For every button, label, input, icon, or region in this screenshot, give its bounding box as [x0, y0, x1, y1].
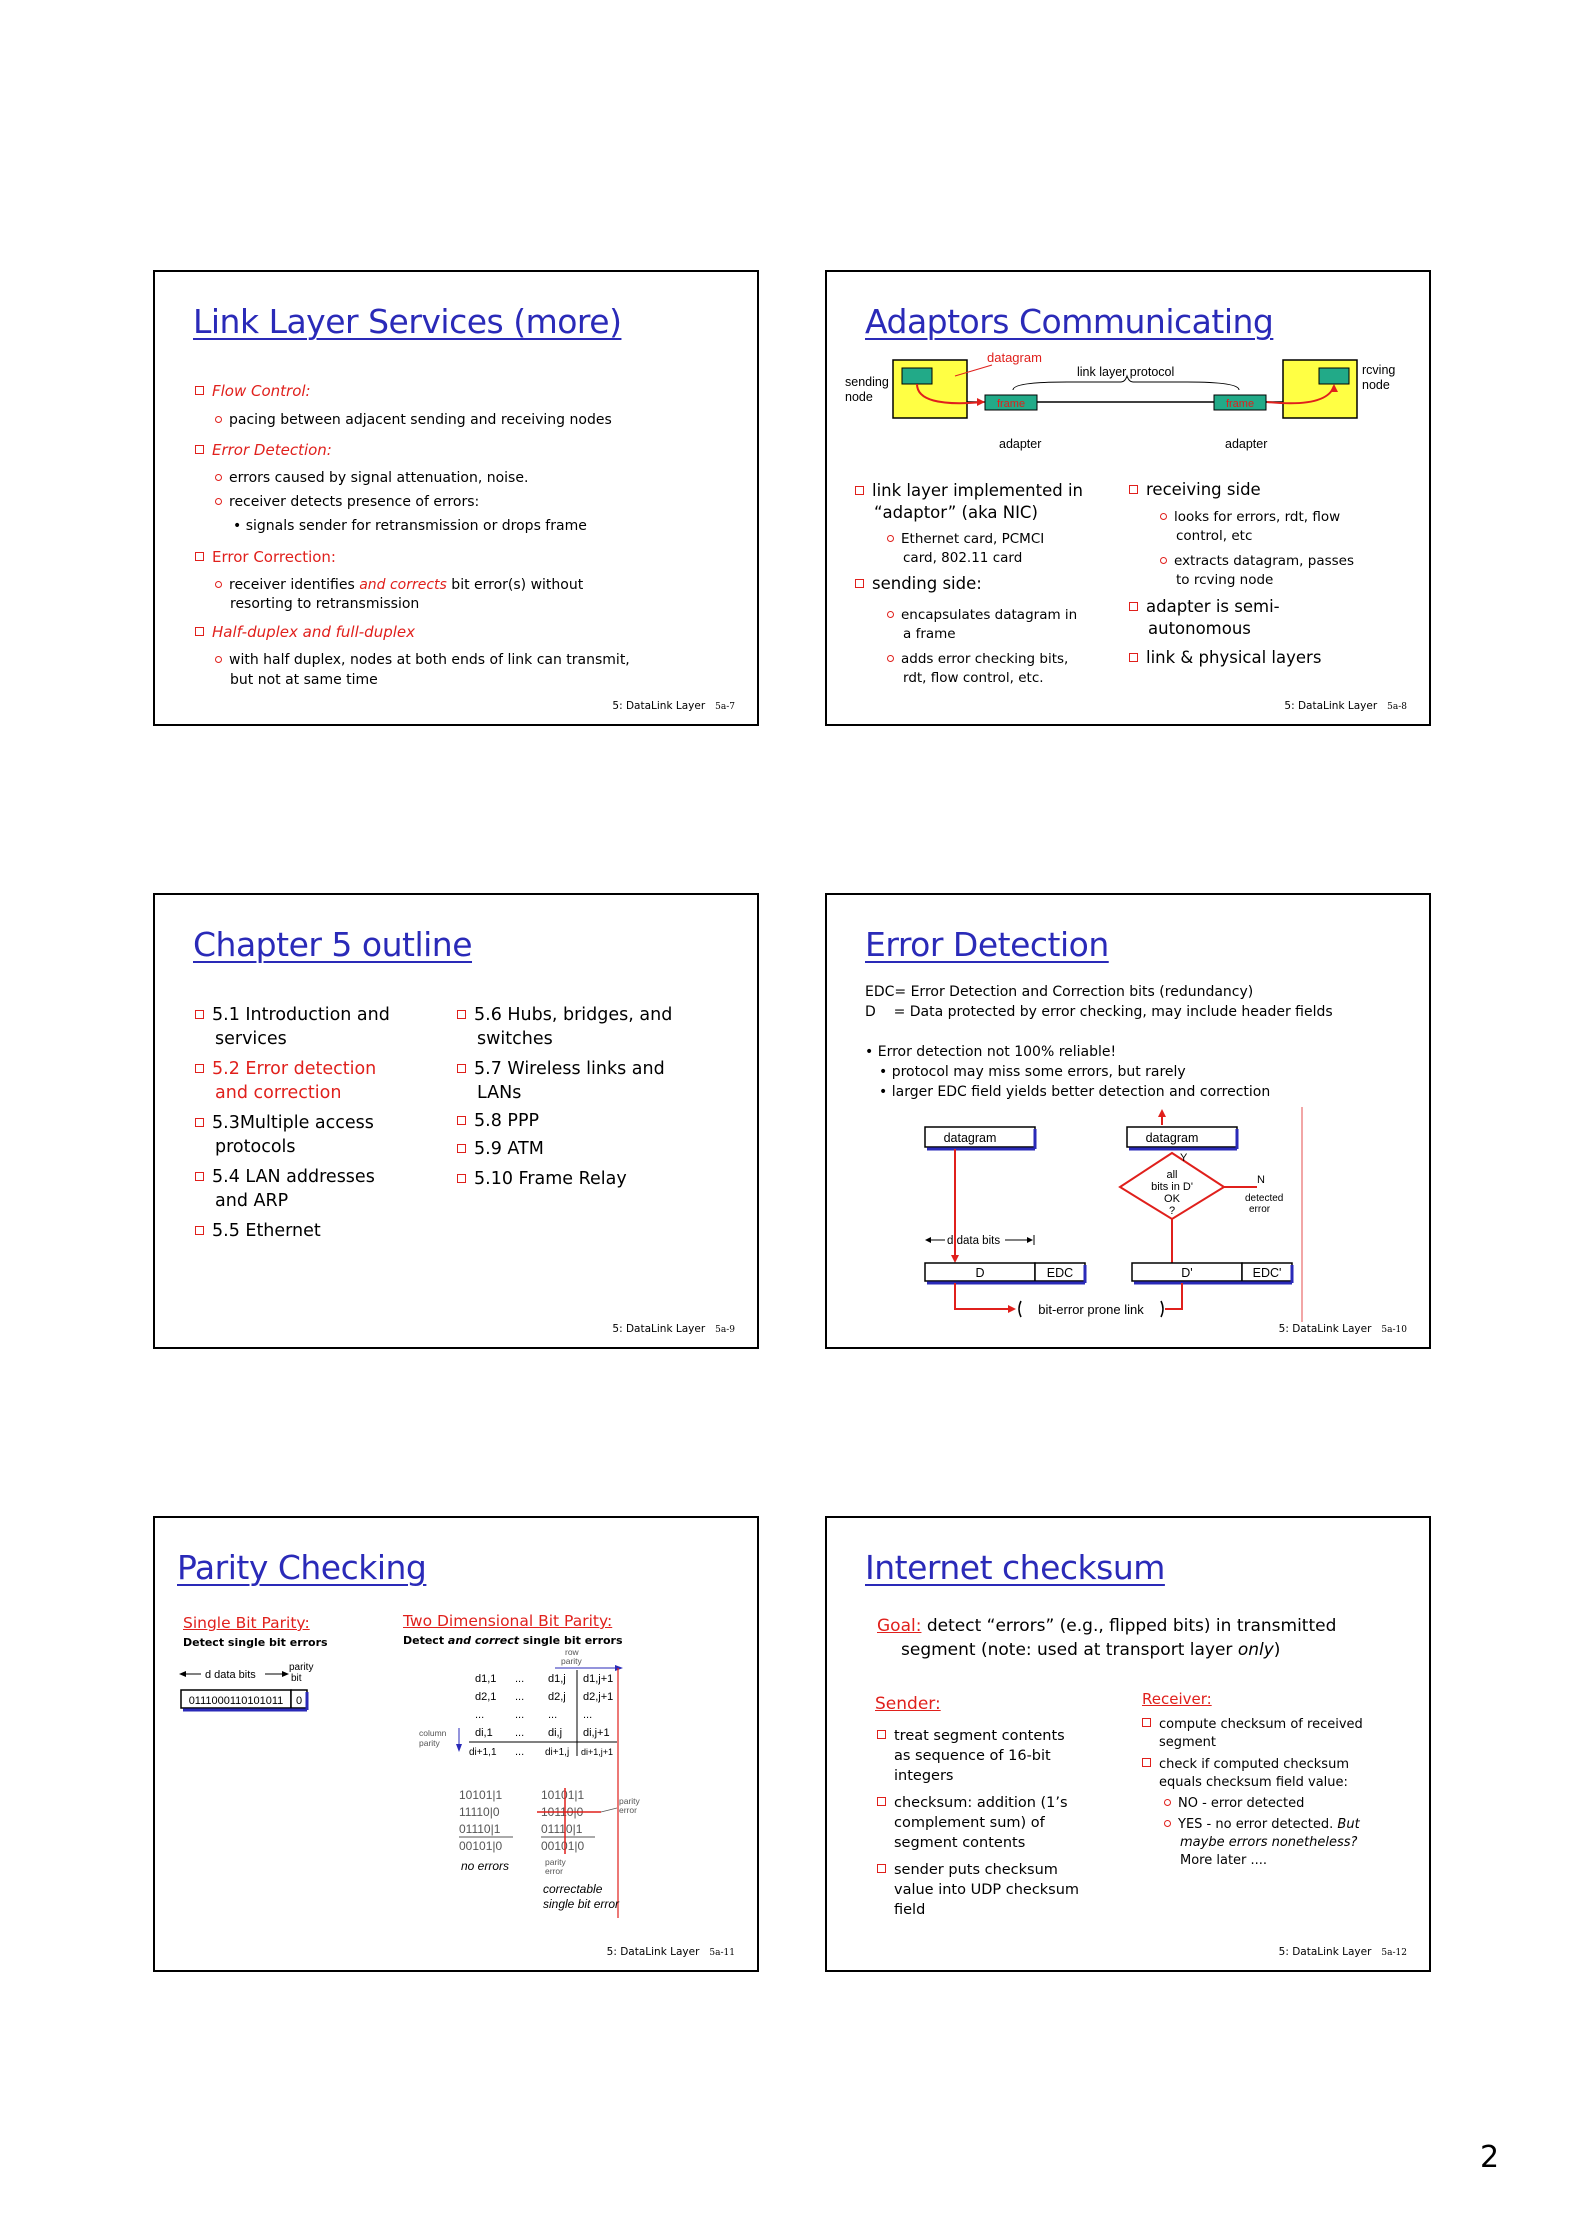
slide-title: Parity Checking — [177, 1548, 427, 1587]
svg-text:parity: parity — [419, 1738, 440, 1748]
svg-text:0111000110101011: 0111000110101011 — [188, 1695, 284, 1707]
svg-text:datagram: datagram — [1145, 1131, 1199, 1145]
sub-bullet: encapsulates datagram in a frame — [887, 606, 1077, 644]
slide-footer: 5: DataLink Layer 5a-12 — [1278, 1946, 1407, 1958]
svg-text:...: ... — [515, 1691, 525, 1703]
svg-text:correctable: correctable — [543, 1882, 603, 1896]
outline-item: 5.1 Introduction and services — [195, 1003, 390, 1051]
sub-bullet: looks for errors, rdt, flow control, etc — [1160, 508, 1340, 546]
outline-item: 5.9 ATM — [457, 1139, 544, 1159]
slide-footer: 5: DataLink Layer 5a-9 — [612, 1323, 735, 1335]
sub-sub-bullet: • signals sender for retransmission or drops frame — [233, 518, 587, 534]
bullet-link-layer-implemented: link layer implemented in “adaptor” (aka NIC) — [855, 480, 1083, 524]
bullet-error-correction: Error Correction: — [195, 548, 336, 566]
bullet-half-duplex: Half-duplex and full-duplex — [195, 623, 415, 641]
two-dim-parity-sub: Detect and correct single bit errors — [403, 1634, 623, 1647]
svg-text:...: ... — [475, 1709, 485, 1721]
datagram-label: datagram — [987, 350, 1042, 365]
svg-text:bit: bit — [291, 1673, 302, 1684]
bullet-link-physical-layers: link & physical layers — [1129, 648, 1321, 667]
receiver-item: compute checksum of received segment — [1142, 1716, 1363, 1752]
svg-text:00101|0: 00101|0 — [459, 1839, 503, 1853]
svg-text:parity: parity — [545, 1857, 566, 1867]
svg-text:01110|1: 01110|1 — [459, 1822, 501, 1836]
single-parity-sub: Detect single bit errors — [183, 1636, 328, 1649]
svg-text:0: 0 — [295, 1695, 303, 1707]
slide-title: Error Detection — [865, 925, 1109, 964]
svg-text:...: ... — [515, 1746, 525, 1758]
svg-text:sending: sending — [845, 375, 889, 389]
svg-text:d data bits: d data bits — [205, 1669, 256, 1681]
svg-text:N: N — [1257, 1174, 1265, 1186]
sub-bullet: extracts datagram, passes to rcving node — [1160, 552, 1354, 590]
adapter-label: adapter — [1225, 437, 1268, 451]
slide-internet-checksum — [825, 1516, 1431, 1972]
two-dim-parity-diagram — [405, 1648, 645, 1928]
sub-bullet-cont: resorting to retransmission — [230, 596, 420, 612]
outline-item: 5.6 Hubs, bridges, and switches — [457, 1003, 672, 1051]
svg-text:EDC: EDC — [1046, 1266, 1074, 1280]
svg-text:di,j: di,j — [548, 1727, 563, 1739]
bullet-error-detection: Error Detection: — [195, 441, 332, 459]
slide-footer: 5: DataLink Layer 5a-11 — [606, 1946, 735, 1958]
svg-text:10110|0: 10110|0 — [541, 1805, 584, 1819]
svg-text:10101|1: 10101|1 — [459, 1788, 503, 1802]
svg-text:...: ... — [583, 1709, 593, 1721]
sub-bullet: adds error checking bits, rdt, flow control, etc. — [887, 650, 1068, 688]
svg-text:bits in D': bits in D' — [1151, 1181, 1193, 1193]
slide-parity-checking — [153, 1516, 759, 1972]
sub-bullet: • larger EDC field yields better detection and correction — [879, 1084, 1271, 1100]
sub-bullet-cont: but not at same time — [230, 672, 378, 688]
sender-heading: Sender: — [875, 1694, 941, 1714]
svg-text:D': D' — [1181, 1266, 1193, 1280]
sender-item: sender puts checksum value into UDP checksum field — [877, 1860, 1079, 1920]
outline-item: 5.4 LAN addresses and ARP — [195, 1165, 375, 1213]
svg-text:...: ... — [515, 1673, 525, 1685]
svg-text:di+1,1: di+1,1 — [469, 1747, 497, 1758]
svg-text:column: column — [419, 1728, 447, 1738]
svg-text:parity: parity — [289, 1662, 314, 1673]
svg-text:OK: OK — [1164, 1193, 1180, 1205]
svg-text:all: all — [1166, 1169, 1178, 1181]
svg-text:no errors: no errors — [461, 1859, 510, 1873]
svg-text:10101|1: 10101|1 — [541, 1788, 585, 1802]
svg-text:01110|1: 01110|1 — [541, 1822, 583, 1836]
svg-text:node: node — [845, 390, 873, 404]
svg-text:EDC': EDC' — [1252, 1266, 1282, 1280]
svg-text:00101|0: 00101|0 — [541, 1839, 585, 1853]
slide-adaptors-communicating — [825, 270, 1431, 726]
slide-error-detection — [825, 893, 1431, 1349]
svg-text:row: row — [565, 1648, 579, 1657]
sub-bullet: • protocol may miss some errors, but rarely — [879, 1064, 1186, 1080]
svg-text:d data bits: d data bits — [947, 1235, 1001, 1247]
sub-bullet: errors caused by signal attenuation, noise. — [215, 470, 528, 486]
svg-text:di,j+1: di,j+1 — [583, 1727, 610, 1739]
receiver-item: check if computed checksum equals checksum field value: — [1142, 1756, 1349, 1792]
slide-link-layer-services — [153, 270, 759, 726]
bullet-adapter-semi-autonomous: adapter is semi- autonomous — [1129, 596, 1280, 640]
svg-text:bit-error prone link: bit-error prone link — [1038, 1302, 1144, 1317]
slide-footer: 5: DataLink Layer 5a-7 — [612, 700, 735, 712]
page-number: 2 — [1480, 2140, 1500, 2175]
slide-title: Link Layer Services (more) — [193, 302, 622, 341]
svg-text:single bit error: single bit error — [543, 1897, 620, 1911]
outline-item: 5.8 PPP — [457, 1111, 539, 1131]
goal-line-cont: segment (note: used at transport layer only) — [901, 1640, 1281, 1660]
bullet-flow-control: Flow Control: — [195, 382, 311, 400]
svg-text:d1,1: d1,1 — [475, 1673, 497, 1685]
svg-text:error: error — [545, 1866, 563, 1876]
svg-text:parity: parity — [619, 1796, 640, 1806]
svg-text:detected: detected — [1245, 1193, 1284, 1204]
sender-item: checksum: addition (1’s complement sum) of segment contents — [877, 1793, 1068, 1853]
sub-bullet: receiver identifies and corrects bit error(s) without — [215, 577, 583, 593]
slide-chapter5-outline — [153, 893, 759, 1349]
svg-text:error: error — [1249, 1204, 1271, 1215]
datagram-icon — [902, 368, 932, 384]
sub-bullet: with half duplex, nodes at both ends of link can transmit, — [215, 652, 630, 668]
single-parity-title: Single Bit Parity: — [183, 1614, 310, 1632]
adaptor-diagram — [827, 350, 1431, 460]
svg-text:rcving: rcving — [1362, 363, 1396, 377]
svg-text:d1,j: d1,j — [548, 1673, 566, 1685]
outline-item-current: 5.2 Error detection and correction — [195, 1057, 376, 1105]
svg-text:di,1: di,1 — [475, 1727, 493, 1739]
slide-title: Chapter 5 outline — [193, 925, 473, 964]
definition-edc: EDC= Error Detection and Correction bits (redundancy) — [865, 984, 1254, 1000]
sender-item: treat segment contents as sequence of 16-bit integers — [877, 1726, 1065, 1786]
svg-text:d1,j+1: d1,j+1 — [583, 1673, 614, 1685]
svg-text:d2,j: d2,j — [548, 1691, 566, 1703]
svg-text:...: ... — [548, 1709, 558, 1721]
svg-text:error: error — [619, 1805, 637, 1815]
receiver-heading: Receiver: — [1142, 1690, 1212, 1708]
bullet-not-reliable: • Error detection not 100% reliable! — [865, 1044, 1117, 1060]
sub-bullet: pacing between adjacent sending and receiving nodes — [215, 412, 612, 428]
svg-text:Y: Y — [1180, 1152, 1188, 1164]
outline-item: 5.7 Wireless links and LANs — [457, 1057, 665, 1105]
definition-d: D = Data protected by error checking, may include header fields — [865, 1004, 1333, 1020]
slide-title: Internet checksum — [865, 1548, 1165, 1587]
goal-line: Goal: detect “errors” (e.g., flipped bits) in transmitted — [877, 1616, 1337, 1636]
svg-text:...: ... — [515, 1727, 525, 1739]
adapter-label: adapter — [999, 437, 1042, 451]
outline-item: 5.3Multiple access protocols — [195, 1111, 374, 1159]
bullet-receiving-side: receiving side — [1129, 480, 1261, 499]
svg-text:d2,j+1: d2,j+1 — [583, 1691, 614, 1703]
error-detection-diagram — [827, 1107, 1431, 1327]
svg-text:node: node — [1362, 378, 1390, 392]
svg-text:...: ... — [515, 1709, 525, 1721]
svg-text:d2,1: d2,1 — [475, 1691, 497, 1703]
svg-text:di+1,j+1: di+1,j+1 — [581, 1747, 614, 1757]
svg-text:datagram: datagram — [943, 1131, 997, 1145]
protocol-label: link layer protocol — [1077, 365, 1175, 379]
two-dim-parity-title: Two Dimensional Bit Parity: — [403, 1612, 613, 1630]
slide-footer: 5: DataLink Layer 5a-10 — [1278, 1323, 1407, 1335]
receiver-sub: NO - error detected — [1164, 1796, 1304, 1811]
svg-text:?: ? — [1168, 1205, 1176, 1217]
svg-text:11110|0: 11110|0 — [459, 1805, 500, 1819]
bullet-sending-side: sending side: — [855, 574, 982, 593]
svg-text:di+1,j: di+1,j — [545, 1747, 570, 1758]
outline-item: 5.10 Frame Relay — [457, 1169, 627, 1189]
svg-text:D: D — [975, 1266, 985, 1280]
outline-item: 5.5 Ethernet — [195, 1219, 321, 1243]
slide-footer: 5: DataLink Layer 5a-8 — [1284, 700, 1407, 712]
receiver-sub: YES - no error detected. But maybe errors nonetheless? More later .... — [1164, 1816, 1360, 1870]
single-parity-diagram — [175, 1658, 325, 1718]
datagram-icon — [1319, 368, 1349, 384]
sub-bullet: receiver detects presence of errors: — [215, 494, 479, 510]
frame-label-left: frame — [996, 398, 1026, 410]
sub-bullet: Ethernet card, PCMCI card, 802.11 card — [887, 530, 1044, 568]
frame-label-right: frame — [1225, 398, 1255, 410]
slide-title: Adaptors Communicating — [865, 302, 1274, 341]
svg-text:parity: parity — [561, 1656, 582, 1666]
